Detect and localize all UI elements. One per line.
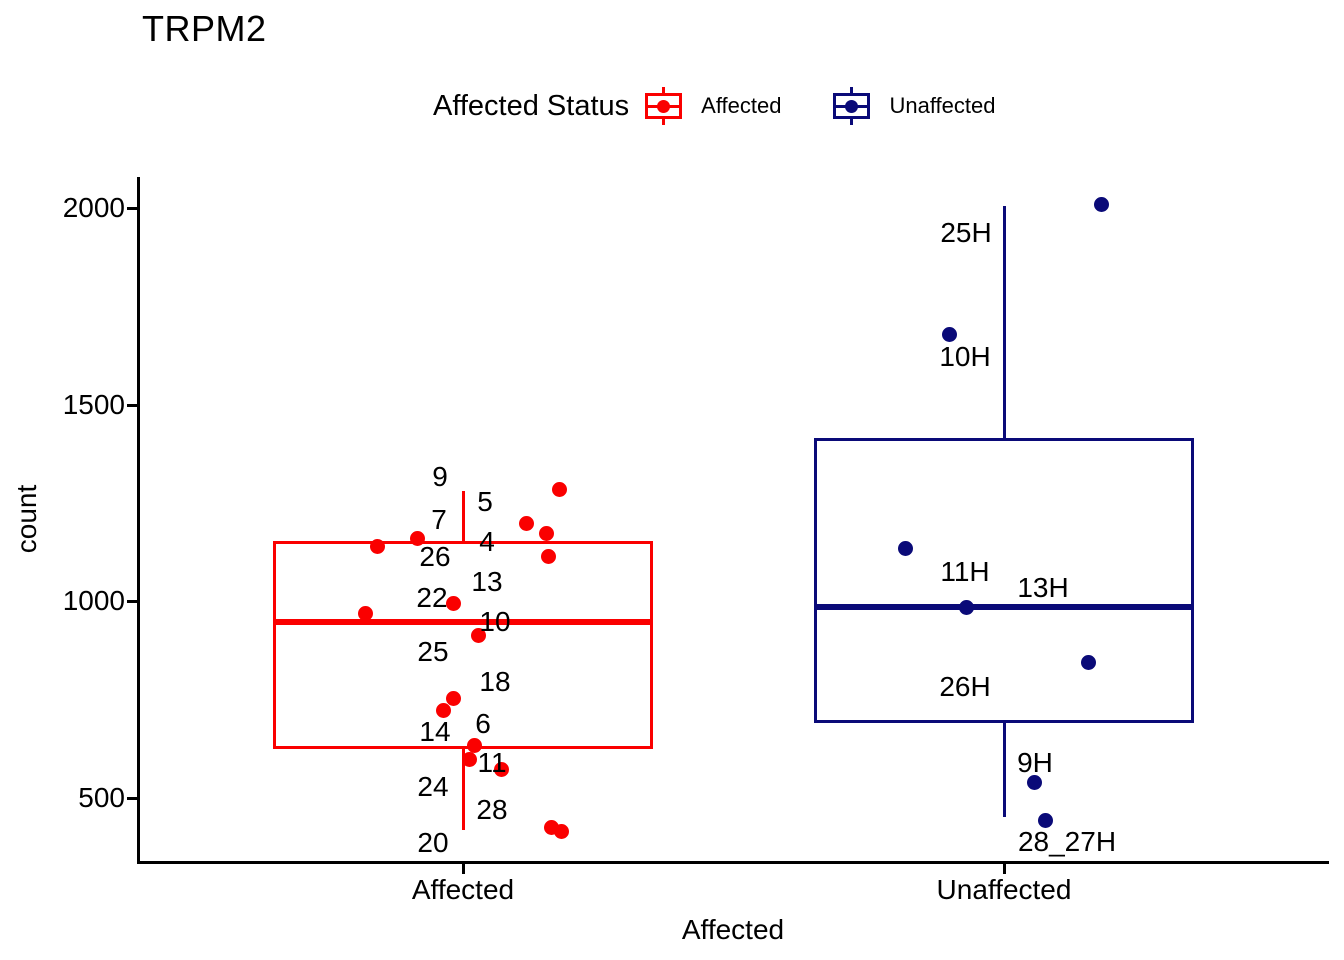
point-label: 28	[476, 794, 508, 825]
x-tick	[1003, 864, 1006, 874]
y-tick	[127, 600, 137, 603]
point-label: 9H	[1017, 747, 1053, 778]
data-point	[552, 482, 567, 497]
whisker-lower-unaffected	[1003, 721, 1006, 817]
point-label: 28_27H	[1017, 826, 1117, 857]
point-label: 14	[419, 716, 451, 747]
data-point	[1081, 655, 1096, 670]
y-tick	[127, 797, 137, 800]
point-label: 4	[479, 526, 495, 557]
point-label: 10	[479, 606, 511, 637]
point-label: 22	[416, 582, 448, 613]
point-label: 13	[471, 566, 503, 597]
y-tick-label: 1500	[62, 389, 125, 420]
median-line-unaffected	[814, 604, 1194, 610]
whisker-upper-affected	[462, 491, 465, 542]
data-point	[519, 516, 534, 531]
point-label: 25H	[940, 217, 992, 248]
x-axis-line	[137, 861, 1329, 864]
data-point	[898, 541, 913, 556]
x-tick	[462, 864, 465, 874]
point-label: 11	[477, 747, 507, 778]
median-line-affected	[273, 619, 653, 625]
point-label: 20	[417, 827, 449, 858]
y-axis-line	[137, 177, 140, 861]
data-point	[959, 600, 974, 615]
chart-title: TRPM2	[142, 8, 267, 49]
y-tick	[127, 404, 137, 407]
whisker-upper-unaffected	[1003, 206, 1006, 439]
data-point	[942, 327, 957, 342]
data-point	[554, 824, 569, 839]
legend-title: Affected Status	[433, 89, 630, 122]
box-affected	[273, 541, 653, 749]
point-label: 5	[477, 486, 493, 517]
legend-label-unaffected: Unaffected	[889, 93, 996, 118]
y-tick-label: 2000	[62, 192, 125, 223]
y-tick	[127, 207, 137, 210]
point-label: 6	[475, 708, 491, 739]
point-label: 25	[417, 636, 449, 667]
box-unaffected	[814, 438, 1194, 723]
data-point	[539, 526, 554, 541]
point-label: 10H	[939, 341, 991, 372]
x-axis-title: Affected	[681, 914, 785, 945]
y-axis-title: count	[11, 484, 42, 554]
data-point	[462, 752, 477, 767]
data-point	[370, 539, 385, 554]
x-tick-label: Unaffected	[936, 874, 1072, 905]
y-tick-label: 1000	[62, 585, 125, 616]
data-point	[541, 549, 556, 564]
point-label: 7	[431, 504, 447, 535]
data-point	[1094, 197, 1109, 212]
point-label: 9	[432, 461, 448, 492]
point-label: 24	[417, 771, 449, 802]
point-label: 11H	[940, 556, 990, 587]
point-label: 13H	[1017, 572, 1069, 603]
point-label: 18	[479, 666, 511, 697]
data-point	[358, 606, 373, 621]
x-tick-label: Affected	[411, 874, 515, 905]
legend-label-affected: Affected	[701, 93, 782, 118]
y-tick-label: 500	[78, 782, 125, 813]
point-label: 26	[419, 541, 451, 572]
point-label: 26H	[939, 671, 991, 702]
data-point	[446, 596, 461, 611]
